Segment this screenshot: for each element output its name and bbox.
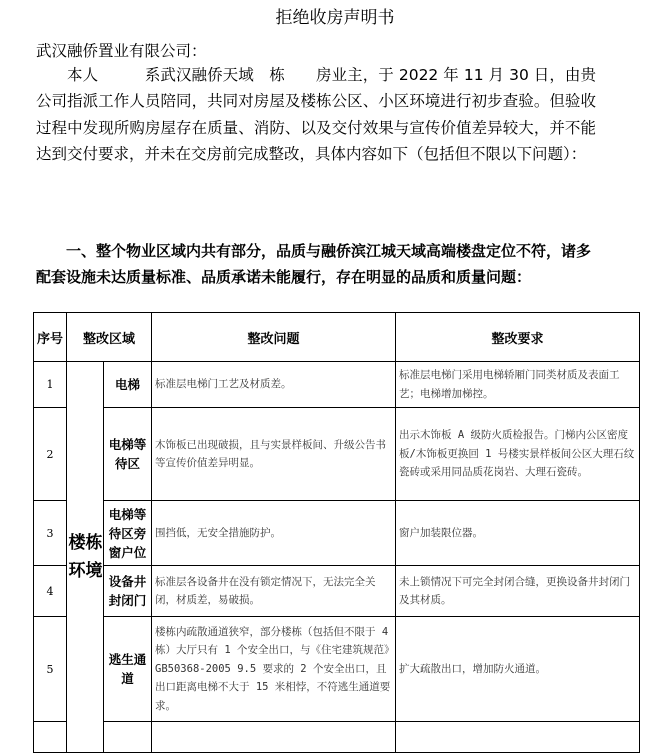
zone-cell (67, 362, 104, 753)
sub-zone: 电梯 (104, 362, 152, 408)
requirement-cell: 标准层电梯门采用电梯轿厢门同类材质及表面工艺；电梯增加梯控。 (396, 362, 640, 408)
row-number: 4 (34, 566, 67, 617)
table-row (34, 501, 640, 566)
sub-zone: 电梯等待区 (104, 408, 152, 501)
section-heading-text: 一、整个物业区域内共有部分，品质与融侨滨江城天域高端楼盘定位不符，诸多配套设施未达质量标准、品质承诺未能履行，存在明显的品质和质量问题： (36, 242, 592, 286)
row-number: 1 (34, 362, 67, 408)
requirement-cell: 扩大疏散出口，增加防火通道。 (396, 617, 640, 722)
row-number: 3 (34, 501, 67, 566)
addressee: 武汉融侨置业有限公司： (36, 42, 207, 60)
header-zone: 整改区域 (67, 313, 152, 362)
issue-cell: 木饰板已出现破损，且与实景样板间、升级公告书等宣传价值差异明显。 (152, 408, 396, 501)
issue-cell: 围挡低，无安全措施防护。 (152, 501, 396, 566)
issue-cell: 楼栋内疏散通道狭窄，部分楼栋（包括但不限于 4 栋）大厅只有 1 个安全出口，与《住宅建筑规范》GB50368-2005 9.5 要求的 2 个安全出口，且出口距离电梯不大于 15 米相悖，不符逃生通道要求。 (152, 617, 396, 722)
requirement-cell: 窗户加装限位器。 (396, 501, 640, 566)
issue-cell: 标准层各设备井在没有锁定情况下，无法完全关闭，材质差，易破损。 (152, 566, 396, 617)
requirement-cell: 出示木饰板 A 级防火质检报告。门梯内公区密度板/木饰板更换回 1 号楼实景样板间公区大理石纹瓷砖或采用同品质花岗岩、大理石瓷砖。 (396, 408, 640, 501)
rectification-table (33, 312, 640, 753)
table-row (34, 617, 640, 722)
table-row (34, 566, 640, 617)
table-header-row (34, 313, 640, 362)
section-heading (36, 238, 604, 290)
table-row-partial (34, 722, 640, 753)
zone-label: 楼栋环境 (68, 533, 103, 581)
body-paragraph (36, 62, 596, 167)
header-requirement: 整改要求 (396, 313, 640, 362)
body-text: 本人 系武汉融侨天域 栋 房业主，于 2022 年 11 月 30 日，由贵公司指派工作人员陪同，共同对房屋及楼栋公区、小区环境进行初步查验。但验收过程中发现所购房屋存在质量、消防、以及交付效果与宣传价值差异较大，并不能达到交付要求，并未在交房前完成整改，具体内容如下（包括但不限以下问题）： (36, 66, 596, 163)
sub-zone: 逃生通道 (104, 617, 152, 722)
table-row (34, 408, 640, 501)
row-number: 2 (34, 408, 67, 501)
document-title: 拒绝收房声明书 (275, 8, 395, 28)
header-no: 序号 (34, 313, 67, 362)
row-number: 5 (34, 617, 67, 722)
sub-zone: 设备井封闭门 (104, 566, 152, 617)
issue-cell: 标准层电梯门工艺及材质差。 (152, 362, 396, 408)
header-issue: 整改问题 (152, 313, 396, 362)
requirement-cell: 未上锁情况下可完全封闭合缝，更换设备井封闭门及其材质。 (396, 566, 640, 617)
sub-zone: 电梯等待区旁窗户位 (104, 501, 152, 566)
table-row (34, 362, 640, 408)
